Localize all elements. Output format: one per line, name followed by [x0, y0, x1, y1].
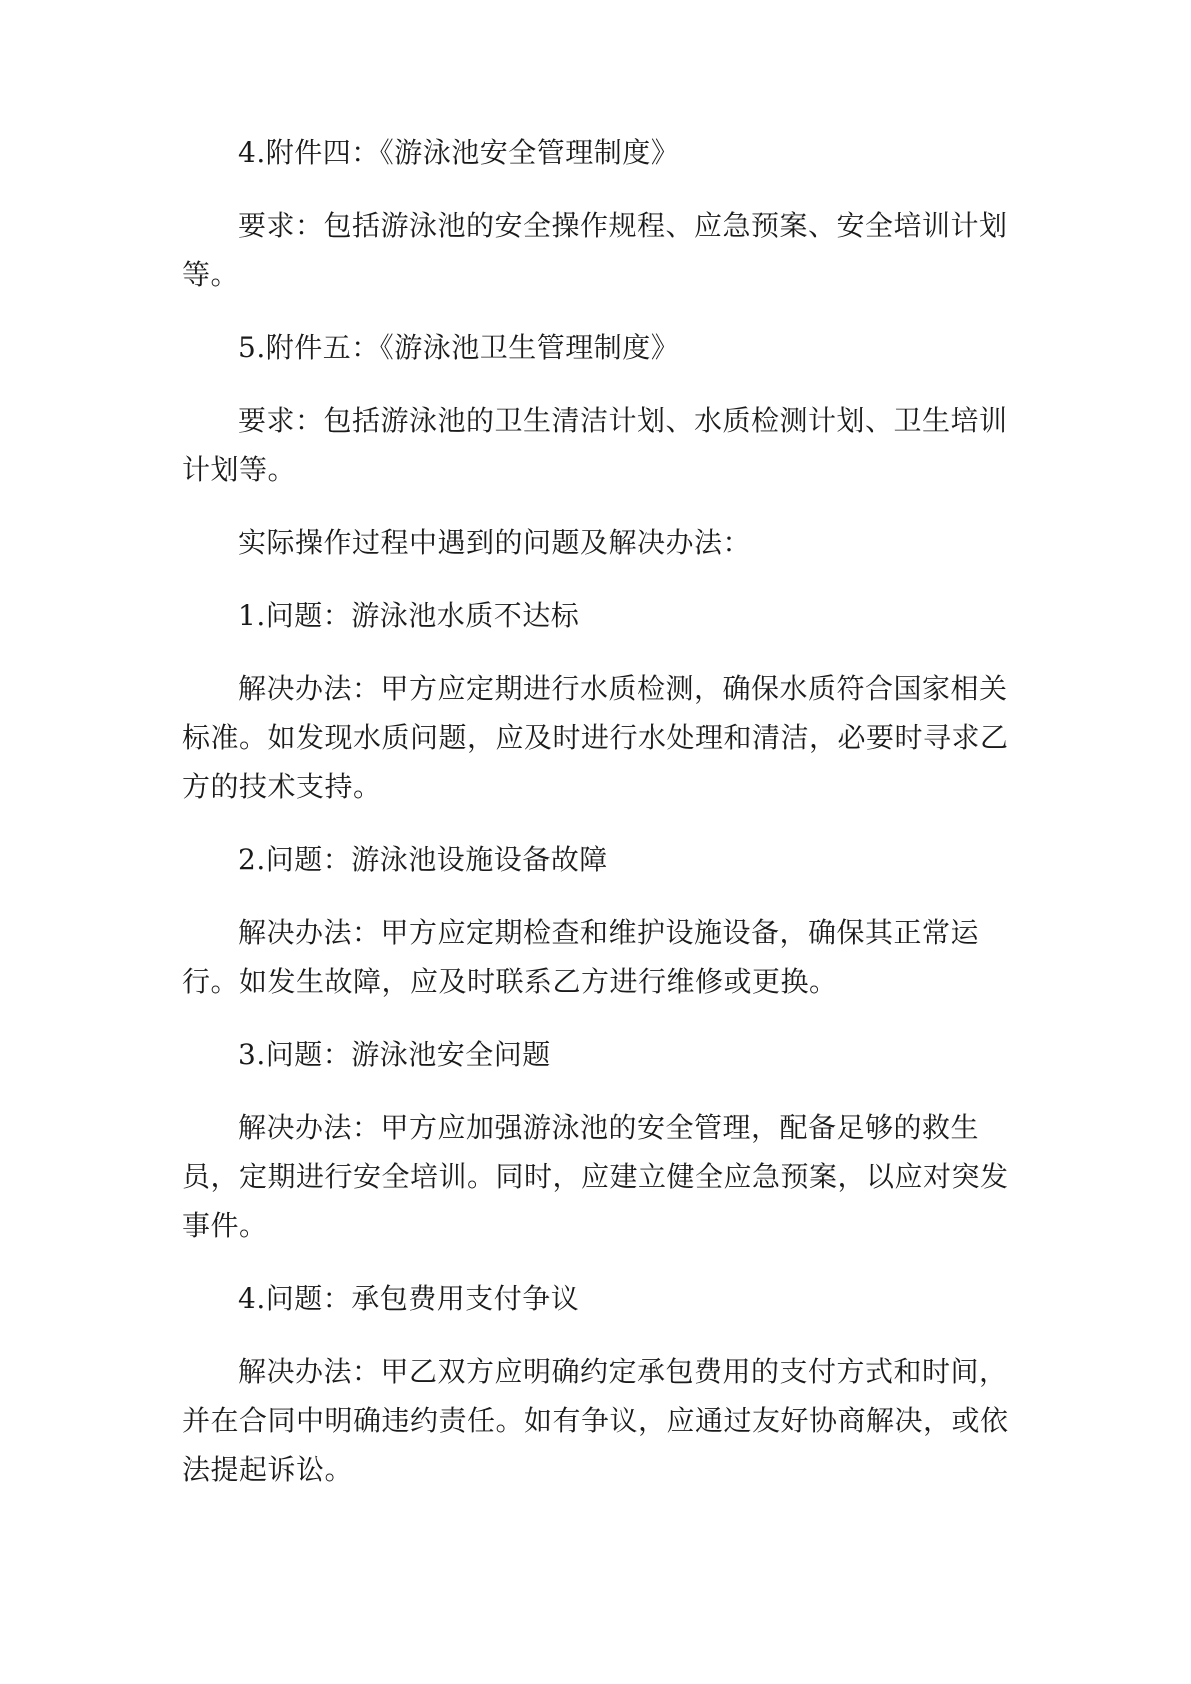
text-line: 计划等。 — [182, 453, 297, 486]
paragraph-attachment-4-requirement — [182, 201, 1009, 299]
paragraph-problem-1 — [182, 591, 1009, 640]
paragraph-solution-1 — [182, 664, 1009, 811]
text-line: 解决办法：甲方应加强游泳池的安全管理，配备足够的救生员 — [182, 1111, 980, 1193]
text-line: 解决办法：甲方应定期进行水质检测，确保水质符合国家相关 — [238, 672, 1008, 705]
text-line: ，定期进行安全培训。同时，应建立健全应急预案，以应对突发事 — [182, 1160, 1009, 1242]
text-line: 解决办法：甲乙双方应明确约定承包费用的支付方式和时间， — [238, 1355, 1008, 1388]
text-line: 并在合同中明确违约责任。如有争议，应通过友好协商解决，或依 — [182, 1404, 1009, 1437]
text-line: 。如发生故障，应及时联系乙方进行维修或更换。 — [210, 965, 838, 998]
text-line: 标准。如发现水质问题，应及时进行水处理和清洁，必要时寻求乙 — [182, 721, 1009, 754]
text-line: 实际操作过程中遇到的问题及解决办法： — [238, 526, 752, 559]
text-line: 4.问题：承包费用支付争议 — [238, 1282, 580, 1315]
text-line: 2.问题：游泳池设施设备故障 — [238, 843, 608, 876]
text-line: 件。 — [210, 1209, 268, 1242]
paragraph-attachment-4 — [182, 128, 1009, 177]
paragraph-attachment-5 — [182, 323, 1009, 372]
paragraph-problem-2 — [182, 835, 1009, 884]
paragraph-problems-heading — [182, 518, 1009, 567]
text-line: 方的技术支持。 — [182, 770, 382, 803]
text-line: 1.问题：游泳池水质不达标 — [238, 599, 580, 632]
text-line: 3.问题：游泳池安全问题 — [238, 1038, 551, 1071]
document-body — [182, 128, 1009, 1518]
paragraph-problem-3 — [182, 1030, 1009, 1079]
text-line: 要求：包括游泳池的安全操作规程、应急预案、安全培训计划 — [238, 209, 1008, 242]
paragraph-attachment-5-requirement — [182, 396, 1009, 494]
paragraph-solution-4 — [182, 1347, 1009, 1494]
text-line: 4.附件四：《游泳池安全管理制度》 — [238, 136, 680, 169]
text-line: 要求：包括游泳池的卫生清洁计划、水质检测计划、卫生培训 — [238, 404, 1008, 437]
text-line: 等。 — [182, 258, 240, 291]
paragraph-problem-4 — [182, 1274, 1009, 1323]
paragraph-solution-2 — [182, 908, 1009, 1006]
text-line: 5.附件五：《游泳池卫生管理制度》 — [238, 331, 680, 364]
paragraph-solution-3 — [182, 1103, 1009, 1250]
text-line: 解决办法：甲方应定期检查和维护设施设备，确保其正常运行 — [182, 916, 980, 998]
text-line: 法提起诉讼。 — [182, 1453, 354, 1486]
